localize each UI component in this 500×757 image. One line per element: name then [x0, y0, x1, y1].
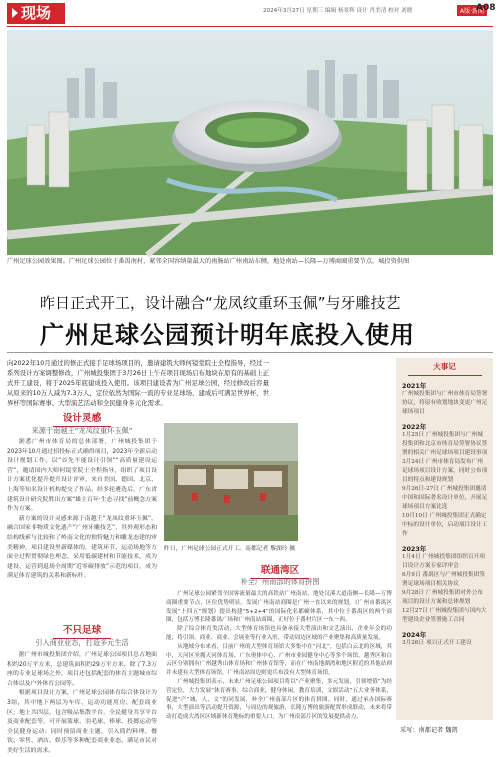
timeline-event: 1月4日 广州城投集团组织召开项目设计方案专家评审会 — [402, 554, 485, 569]
timeline-event: 10月10日 广州城投集团正式确定中标的设计单位，启动项目设计工作 — [402, 513, 488, 537]
section-design-label: 设计灵感 — [62, 413, 102, 424]
section-commerce-body — [7, 651, 157, 757]
section-commerce-title — [7, 622, 157, 639]
headline-rule — [7, 352, 493, 353]
timeline-event: 3月24日 广州市体育局发布广州足球场项目设计方案，同时公布项目的特点和建设规划 — [402, 459, 488, 483]
timeline-event: 1月25日 广州城投集团与广州城投集团和北京市体育局签署协议签署的相关广州足球场项目建设事项 — [402, 432, 488, 456]
lead-text: 向2022年10月通过的修正式接手足球场项目的，邀请建筑大师何镜堂院士全程指导，经过一系列设计方案调整修改，广州城投集团于3月26日上午在项目现场启布地块在原有的基础上正式开工建设，将于2025年底建成投入使用。该项目建设者为广州足球公园，经过修改后容量从原来的10万人减为7.3万人，定位依然为国际一流的专业足球场，建成后可满足世界杯、世界杯等国际赛事、大型演艺活动和全民健身多元化需求。 — [7, 359, 269, 407]
paragraph: 除了综合体育类活动，大型体育场馆也具备承接大型演出和文艺演出、企业年会的功能，将引领、商业、商业、会展业等行业入驻，带动周边区域的产业聚集和高质量发展。 — [166, 626, 392, 641]
section-design-body — [7, 438, 157, 582]
headline: 广州足球公园预计明年底投入使用 — [40, 321, 415, 349]
section-commerce-label: 不只足球 — [62, 625, 102, 636]
paragraph: 根据项目设计方案，广州足球公园体育综合体设计为3组，其中地下两层为车库、运动功能用房、配套商业区；地上共四层，包含吸品集散平台，全民健身共享平台及商业配套等，可开展篮球、羽毛球、棒球、投掷运动等全民健身运动；同时预留商业主题，引入简约料理、餐饮、零售、酒店、娱乐等多种配套商业业态，满足市民对美好生活的需求。 — [7, 690, 157, 754]
timeline-year: 2022年 — [402, 423, 427, 431]
paragraph: 广州城投集团表示，未来广州足球公园项目将以“产业聚集，多元发展，引领增值”为经营定位，大力发展“体育赛事，综合商业，健身休闲，教育培训，文娱活动”五大业务体系，促进“产”城，人，文“的同发展，补全广州南部片区的体育拼图。同时，通过承办国际赛事，大型演出等活动提升资源，与周边的观旅游，长隆万博的旅游配置形成联动，未来将带动打造成大湾区区域新体育地标的重要人口，为广州南部片区的发展提供动力。 — [166, 678, 392, 721]
section-bay-label: 联通湾区 — [260, 565, 300, 576]
lead-paragraph — [7, 358, 269, 408]
section-bay-sub: 补全广州南部的体育拼图 — [240, 577, 320, 586]
paragraph: 据广州市城投集团介绍，广州足球公园项目总占地面积约20万平方米，总建筑面积约29万平方米。除了7.3万座的专业足球场之外，项目还包括配套的体育主题城市综合体以及户外体育公园等。 — [7, 652, 157, 687]
subheadline: 昨日正式开工，设计融合“龙凤纹重环玉佩”与牙雕技艺 — [40, 294, 401, 312]
paragraph: 据悉广州市体育局的总体部署，广州城投集团于2023年10月通过招投标正式确得项目，2023年全新启动设计规划工作。以“首先不能设计引领”“高质量建设运营”，邀请国内大师何镜堂院士全程指导，组织了项目设计方案优化提升提升设计评审，来自美国、德国、北京、上海等知名设计机构提交了作品，经多轮遴选后，广东省建筑设计研究院胜出方案“雄主百年·生态寻找”前概念方案作为方案。 — [7, 439, 157, 513]
page-number: A08 — [476, 3, 496, 13]
section-design-title — [7, 410, 157, 427]
section-design-sub: 来源于南越王“龙凤纹重环玉佩” — [31, 426, 133, 435]
timeline-year: 2024年 — [402, 631, 427, 639]
page-badge: A版·新闻 — [457, 5, 487, 16]
timeline-event: 6月9日 番禺区与广州城投集团签署足球场项目相关协议 — [402, 572, 485, 587]
page-header — [0, 0, 500, 30]
paragraph: 广州足球公园紧邻全国客流量最大的高铁站广州南站，地处汉溪大道南侧—长隆—万博商圈重要节点，区位优势明显。发展广州南站商圈是广州一直以来的规划，《广州市番禺区发展“十四五”规划》提出构建“5+2+4”的国际化名都幢体系，其中位于番禺区的两个商圈，包括万博长隆番禺广场和广州南站商圈，正好位于番村片区一东一西。 — [166, 591, 392, 624]
construction-photo — [164, 423, 298, 541]
timeline-year: 2021年 — [402, 382, 427, 390]
header-rule — [7, 26, 493, 27]
timeline-event: 9月28日 广州城投集团对外公布项目的设计方案和总体规划 — [402, 590, 483, 605]
paragraph: 从地域分布来看，目前广州的大型体育场馆大多集中在“河北”，包括白云北的区域，其中，天河区坐拥天河体育场、广东奥体中心、广州市业园健身中心等多个场馆，越秀区和白云区分别拥有广州越秀山体育场和广州体育馆等，而在广州南地湖湾和地区附近的其他站则并未建有大型体育场馆，广州南站周边则更兵布没有大型体育场馆。 — [166, 643, 392, 677]
timeline-list — [402, 376, 488, 648]
section-bay-body — [166, 590, 392, 722]
photo-caption: 昨日，广州足球公园正式开工。南都记者 黎湖玲 摄 — [164, 546, 296, 552]
timeline-event: 9月26日-27日 广州城投集团邀请中国和国际著名设计单位，开展足球场项目方案比选 — [402, 486, 488, 510]
timeline-year: 2023年 — [402, 545, 427, 553]
timeline-event: 3月26日 项目正式开工建设 — [402, 640, 472, 646]
stadium-rendering — [7, 30, 493, 255]
timeline-sidebar — [396, 358, 493, 720]
dateline: 2024年3月27日 星期三 编辑 杨景辉 设计 肖美清 校对 刘晓 — [263, 8, 413, 14]
section-tag: 现场 — [7, 3, 65, 24]
hero-caption: 广州足球公园效果图。广州足球公园位于番禺南村，紧邻全国容纳量最大的南肠站广州南站东侧，地处南站—长隆—万博商圈重要节点。城投资供图 — [7, 258, 410, 265]
timeline-event: 广州城投集团与广州市体育局签署协议，将原有收划地块变更广州足球场项目 — [402, 391, 488, 415]
paragraph: 新方案的设计灵感来源于南越王“龙凤纹重环玉佩”，融合国家非物质文化遗产“广州牙雕技艺”，其外观形态和结构线索与比较和了岭南文化的独特魅力和雕龙态建的审美精神，项目建设里新媒体的，建筑环节、运动场地等方面全过程贯彻绿色理念，采用低碳建材和节能技术，成为建设、运营到退场全周期“近零碳排放”示范的项目，成为满足体育建筑的关系和新标杆。 — [7, 515, 157, 580]
timeline-event: 12月27日 广州城投集团与国内大型建设企业签署施工合同 — [402, 608, 487, 623]
timeline-title: 大事记 — [396, 361, 493, 376]
section-commerce-sub: 引入商业业态，打造多元生活 — [35, 638, 129, 647]
byline: 采写：南都记者 魏凯 — [400, 727, 458, 734]
